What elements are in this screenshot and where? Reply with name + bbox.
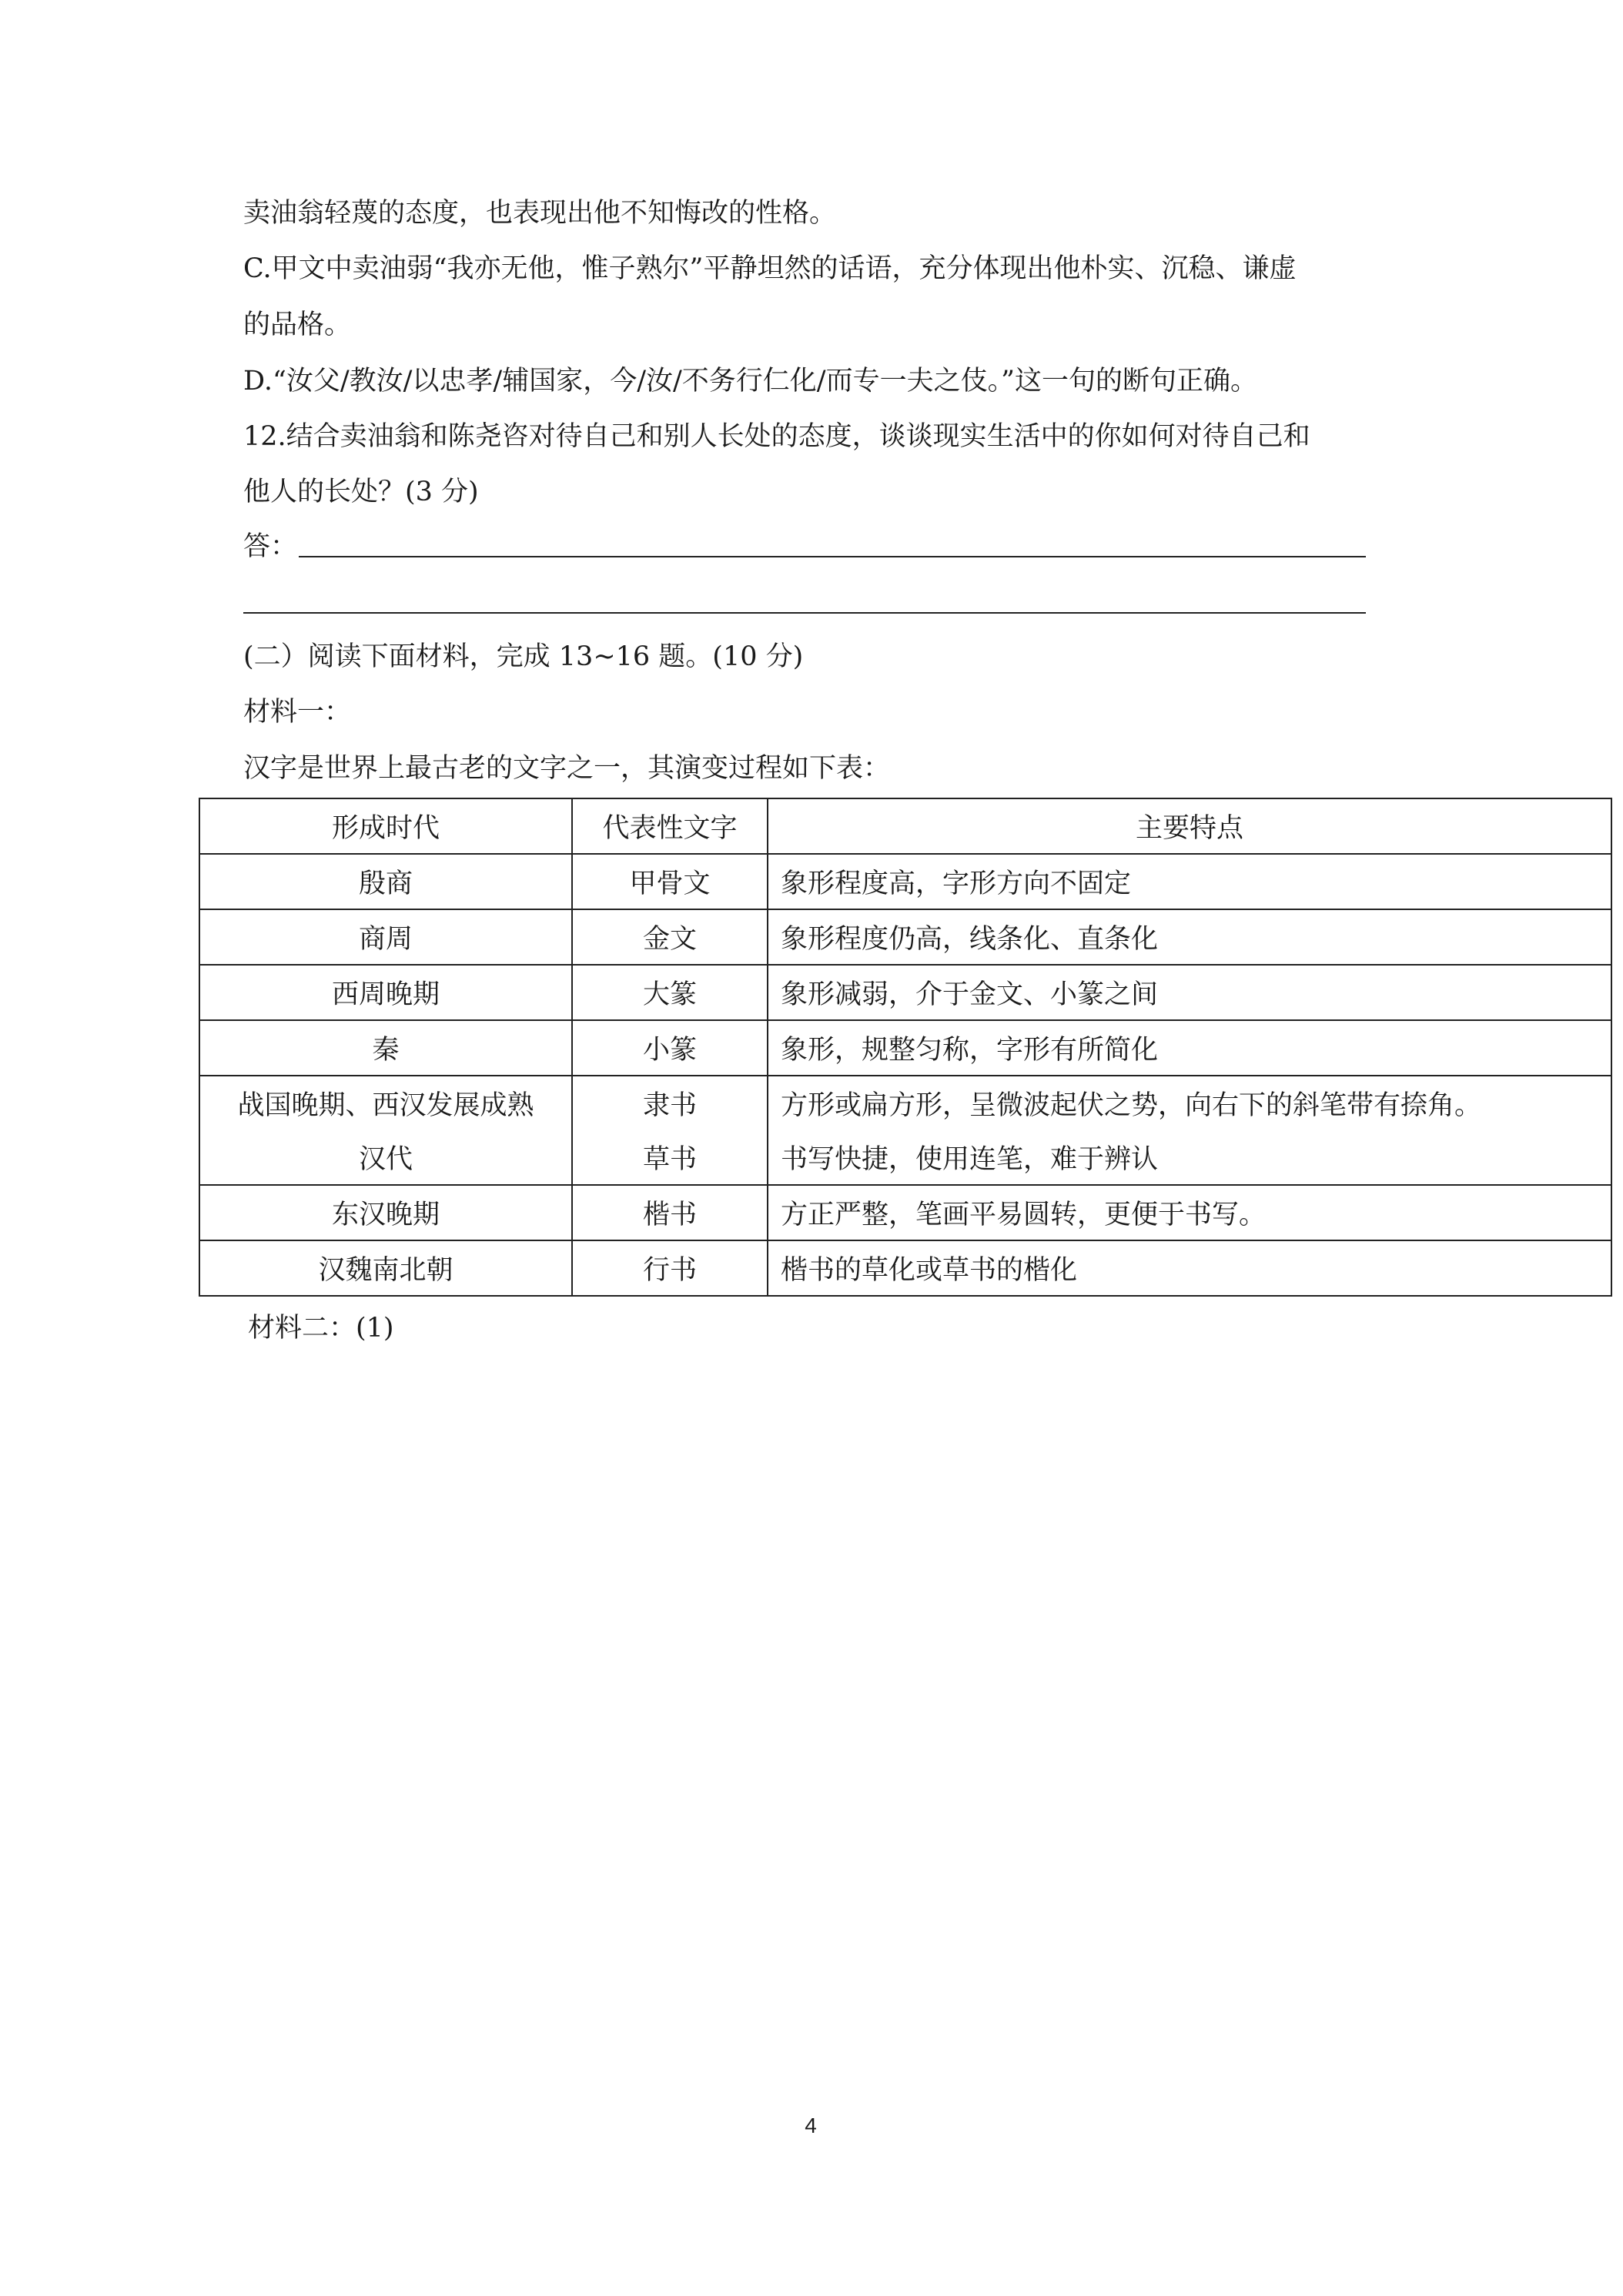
table-row: [199, 1130, 1611, 1185]
cell-script: 甲骨文: [572, 854, 768, 909]
header-features: 主要特点: [768, 798, 1611, 854]
cell-features: 方形或扁方形，呈微波起伏之势，向右下的斜笔带有捺角。: [768, 1076, 1611, 1130]
cell-features: 象形程度高，字形方向不固定: [768, 854, 1611, 909]
cell-era: 西周晚期: [199, 965, 572, 1020]
answer-label: 答：: [243, 531, 298, 562]
page-number: 4: [805, 2114, 817, 2137]
table-row: [199, 909, 1611, 965]
table-row: [199, 965, 1611, 1020]
section-heading: (二）阅读下面材料，完成 13~16 题。(10 分): [243, 641, 804, 672]
question-12-cont: 他人的长处？(3 分): [243, 477, 479, 507]
cell-features: 方正严整，笔画平易圆转，更便于书写。: [768, 1185, 1611, 1240]
paragraph-option-c: C.甲文中卖油弱“我亦无他，惟子熟尔”平静坦然的话语，充分体现出他朴实、沉稳、谦虚: [243, 253, 1297, 284]
cell-script: 草书: [572, 1130, 768, 1185]
table-header-row: [199, 798, 1611, 854]
table-row: [199, 1185, 1611, 1240]
cell-era: 汉魏南北朝: [199, 1240, 572, 1296]
paragraph-line-1: 卖油翁轻蔑的态度，也表现出他不知悔改的性格。: [243, 198, 837, 229]
cell-script: 小篆: [572, 1020, 768, 1076]
cell-era: 殷商: [199, 854, 572, 909]
answer-line-2[interactable]: [243, 612, 1366, 614]
paragraph-option-c-cont: 的品格。: [243, 310, 352, 340]
cell-era: 东汉晚期: [199, 1185, 572, 1240]
table-row: [199, 1076, 1611, 1130]
header-era: 形成时代: [199, 798, 572, 854]
answer-line-1[interactable]: [299, 556, 1366, 557]
cell-script: 隶书: [572, 1076, 768, 1130]
table-row: [199, 854, 1611, 909]
evolution-table: [199, 798, 1612, 1297]
cell-era: 汉代: [199, 1130, 572, 1185]
cell-era: 商周: [199, 909, 572, 965]
question-12: 12.结合卖油翁和陈尧咨对待自己和别人长处的态度，谈谈现实生活中的你如何对待自己和: [243, 421, 1310, 452]
cell-era: 战国晚期、西汉发展成熟: [199, 1076, 572, 1130]
cell-script: 金文: [572, 909, 768, 965]
cell-features: 楷书的草化或草书的楷化: [768, 1240, 1611, 1296]
cell-era: 秦: [199, 1020, 572, 1076]
cell-features: 象形程度仍高，线条化、直条化: [768, 909, 1611, 965]
cell-features: 书写快捷，使用连笔，难于辨认: [768, 1130, 1611, 1185]
material-two-label: 材料二：(1): [248, 1313, 394, 1344]
cell-features: 象形减弱，介于金文、小篆之间: [768, 965, 1611, 1020]
cell-script: 大篆: [572, 965, 768, 1020]
header-script: 代表性文字: [572, 798, 768, 854]
table-row: [199, 1020, 1611, 1076]
cell-script: 楷书: [572, 1185, 768, 1240]
material-one-intro: 汉字是世界上最古老的文字之一，其演变过程如下表：: [243, 753, 891, 784]
paragraph-option-d: D.“汝父/教汝/以忠孝/辅国家，今/汝/不务行仁化/而专一夫之伎。”这一句的断句正确。: [243, 366, 1257, 397]
material-one-label: 材料一：: [243, 697, 352, 728]
cell-script: 行书: [572, 1240, 768, 1296]
table-row: [199, 1240, 1611, 1296]
cell-features: 象形，规整匀称，字形有所简化: [768, 1020, 1611, 1076]
